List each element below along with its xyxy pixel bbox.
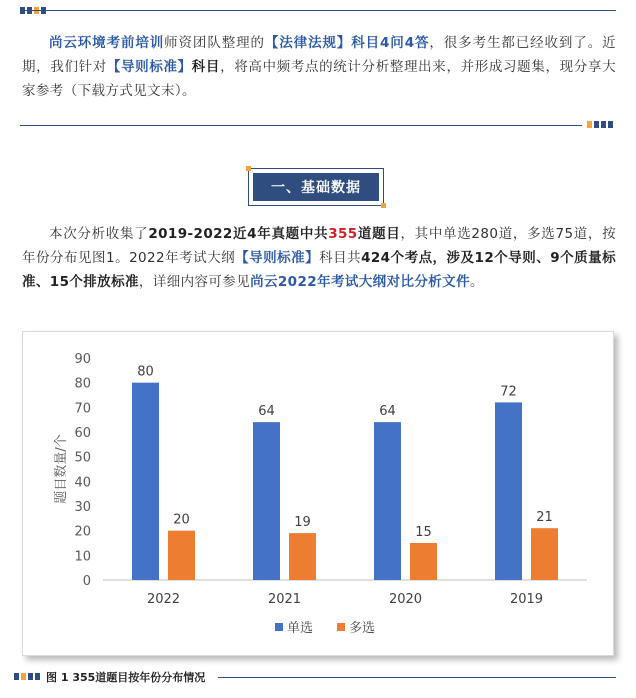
bar-single xyxy=(132,383,159,580)
y-tick-label: 80 xyxy=(74,376,91,392)
x-tick-label: 2021 xyxy=(267,592,302,607)
comparison-file-link: 尚云2022年考试大纲对比分析文件 xyxy=(250,274,470,290)
y-axis-label: 题目数量/个 xyxy=(54,434,69,504)
deco-square xyxy=(587,121,592,128)
y-tick-label: 50 xyxy=(74,450,91,466)
legend-swatch xyxy=(275,623,283,631)
top-rule xyxy=(20,10,616,11)
bar-chart xyxy=(23,332,613,655)
bar-single xyxy=(374,422,401,580)
data-label: 72 xyxy=(500,384,517,400)
y-tick-label: 0 xyxy=(82,574,91,589)
figure-caption: 图 1 355道题目按年份分布情况 xyxy=(46,671,206,684)
data-label: 21 xyxy=(536,510,553,526)
bar-multi xyxy=(410,543,437,580)
deco-square xyxy=(28,673,33,680)
deco-square xyxy=(21,673,26,680)
y-tick-label: 90 xyxy=(74,352,91,367)
section-title: 一、基础数据 xyxy=(253,173,379,201)
y-tick-label: 20 xyxy=(74,524,91,540)
data-label: 19 xyxy=(294,515,311,531)
section-heading xyxy=(248,168,384,206)
law-subject-link: 【法律法规】科目4问4答 xyxy=(264,35,430,51)
data-label: 64 xyxy=(379,404,396,420)
x-tick-label: 2020 xyxy=(388,592,423,607)
bar-single xyxy=(495,402,522,580)
intro-paragraph: 尚云环境考前培训师资团队整理的【法律法规】科目4问4答，很多考生都已经收到了。近期，我们针对【导则标准】科目，将高中频考点的统计分析整理出来，并形成习题集，现分享大家参考（下载方式见文末）。 xyxy=(22,35,616,99)
deco-square xyxy=(594,121,599,128)
deco-square xyxy=(601,121,606,128)
chart-frame xyxy=(22,331,614,656)
data-label: 20 xyxy=(173,512,190,528)
y-tick-label: 60 xyxy=(74,426,91,441)
corner-dot xyxy=(381,203,386,208)
intro-bottom-rule xyxy=(20,125,582,126)
data-label: 15 xyxy=(415,525,432,540)
corner-dot xyxy=(246,166,251,171)
brand-text: 尚云环境考前培训 xyxy=(49,35,165,51)
body-paragraph: 本次分析收集了2019-2022近4年真题中共355道题目，其中单选280道，多选75道，按年份分布见图1。2022年考试大纲【导则标准】科目共424个考点，涉及12个导则、9个质量标准、15个排放标准，详细内容可参见尚云2022年考试大纲对比分析文件。 xyxy=(22,226,617,290)
total-count: 355 xyxy=(328,226,358,242)
data-label: 64 xyxy=(258,404,275,420)
bar-single xyxy=(253,422,280,580)
y-tick-label: 30 xyxy=(74,500,91,515)
bar-multi xyxy=(168,531,195,580)
y-tick-label: 70 xyxy=(74,401,91,417)
x-tick-label: 2019 xyxy=(509,592,544,607)
standard-subject-text: 【导则标准】 xyxy=(235,250,320,266)
deco-square xyxy=(608,121,613,128)
data-label: 80 xyxy=(137,364,154,380)
standard-subject-text: 【导则标准】 xyxy=(106,59,192,75)
y-tick-label: 10 xyxy=(74,549,91,565)
legend-label: 多选 xyxy=(349,621,376,636)
x-tick-label: 2022 xyxy=(146,592,181,607)
bar-multi xyxy=(531,528,558,580)
bar-multi xyxy=(289,533,316,580)
deco-square xyxy=(14,673,19,680)
caption-rule xyxy=(218,677,616,678)
y-tick-label: 40 xyxy=(74,475,91,491)
legend-swatch xyxy=(337,623,345,631)
deco-square xyxy=(35,673,40,680)
legend-label: 单选 xyxy=(287,621,314,636)
